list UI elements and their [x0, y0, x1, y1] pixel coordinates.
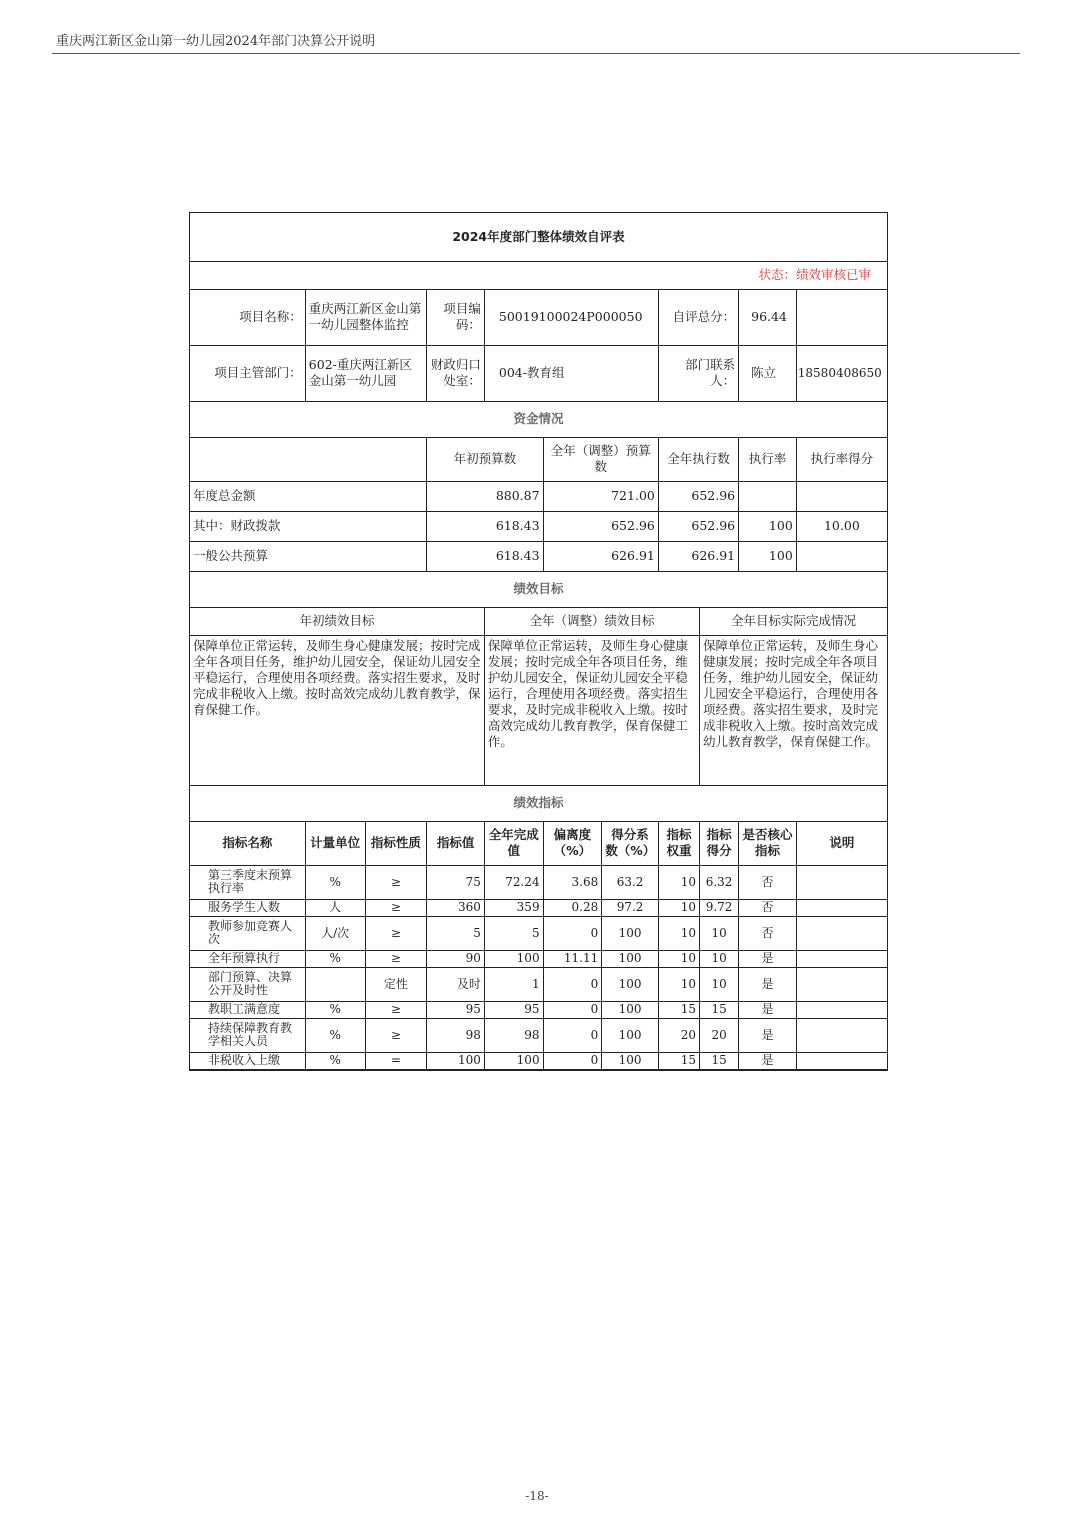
indicator-cell: 10: [658, 967, 699, 1001]
funds-row-label: 其中：财政拨款: [190, 511, 427, 541]
indicator-cell: 0: [543, 1018, 602, 1052]
indicator-cell: 75: [427, 865, 485, 899]
funds-cell: 100: [739, 541, 797, 571]
funds-cell: 100: [739, 511, 797, 541]
funds-cell: [796, 541, 887, 571]
indicator-cell: 100: [484, 950, 543, 967]
project-code-value: 50019100024P000050: [484, 289, 658, 345]
indicator-cell: [796, 1018, 887, 1052]
self-score-value: 96.44: [739, 289, 797, 345]
funds-row-label: 一般公共预算: [190, 541, 427, 571]
indicator-cell: 定性: [365, 967, 427, 1001]
indicator-cell: [796, 899, 887, 916]
audit-status: 状态：绩效审核已审: [190, 261, 887, 289]
table-row: [190, 1018, 887, 1052]
table-row: [190, 1052, 887, 1069]
self-score-label: 自评总分：: [658, 289, 738, 345]
indicator-cell: ≥: [365, 1001, 427, 1018]
finance-office-label: 财政归口处室：: [427, 345, 485, 401]
ind-header: 计量单位: [305, 821, 365, 865]
dept-value: 602-重庆两江新区金山第一幼儿园: [305, 345, 426, 401]
table-row: [190, 899, 887, 916]
indicator-cell: 359: [484, 899, 543, 916]
indicator-name: 持续保障教育教学相关人员: [190, 1018, 305, 1052]
indicator-cell: %: [305, 1001, 365, 1018]
ind-header: 指标得分: [700, 821, 739, 865]
funds-cell: [739, 481, 797, 511]
indicator-name: 非税收入上缴: [190, 1052, 305, 1069]
table-row: [190, 865, 887, 899]
indicator-cell: [796, 967, 887, 1001]
funds-header-rate-score: 执行率得分: [796, 437, 887, 481]
ind-header: 指标性质: [365, 821, 427, 865]
table-row: [190, 1001, 887, 1018]
indicator-cell: 63.2: [602, 865, 659, 899]
indicator-cell: 否: [739, 916, 797, 950]
indicator-cell: %: [305, 1018, 365, 1052]
ind-header: 偏离度（%）: [543, 821, 602, 865]
indicator-cell: ≥: [365, 1018, 427, 1052]
ind-header: 得分系数（%）: [602, 821, 659, 865]
funds-cell: [796, 481, 887, 511]
indicator-cell: ≥: [365, 899, 427, 916]
funds-cell: 10.00: [796, 511, 887, 541]
indicator-cell: 20: [658, 1018, 699, 1052]
indicator-cell: 15: [658, 1001, 699, 1018]
indicator-cell: 3.68: [543, 865, 602, 899]
indicator-cell: 100: [484, 1052, 543, 1069]
indicator-cell: 是: [739, 1001, 797, 1018]
indicator-cell: 15: [700, 1001, 739, 1018]
indicator-cell: 10: [658, 916, 699, 950]
project-name-label: 项目名称：: [190, 289, 305, 345]
indicator-cell: 0: [543, 967, 602, 1001]
indicator-cell: 是: [739, 1018, 797, 1052]
contact-value: 陈立: [739, 345, 797, 401]
project-name-value: 重庆两江新区金山第一幼儿园整体监控: [305, 289, 426, 345]
table-row: [190, 967, 887, 1001]
indicator-cell: 100: [602, 1018, 659, 1052]
indicator-cell: %: [305, 1052, 365, 1069]
indicator-name: 教师参加竞赛人次: [190, 916, 305, 950]
ind-header: 指标权重: [658, 821, 699, 865]
ind-header: 是否核心指标: [739, 821, 797, 865]
page-number: -18-: [525, 1489, 549, 1503]
indicator-cell: 及时: [427, 967, 485, 1001]
self-evaluation-form: [189, 212, 888, 1071]
form-title: 2024年度部门整体绩效自评表: [190, 213, 887, 261]
indicator-cell: 100: [427, 1052, 485, 1069]
indicator-cell: 95: [484, 1001, 543, 1018]
goals-header-actual: 全年目标实际完成情况: [700, 607, 887, 635]
indicator-cell: 100: [602, 950, 659, 967]
indicator-cell: 98: [484, 1018, 543, 1052]
project-code-label: 项目编码：: [427, 289, 485, 345]
header-rule: [52, 53, 1020, 54]
indicator-cell: 9.72: [700, 899, 739, 916]
indicator-cell: 0: [543, 916, 602, 950]
indicator-name: 教职工满意度: [190, 1001, 305, 1018]
indicators-section-title: 绩效指标: [190, 785, 887, 821]
indicator-cell: [796, 1001, 887, 1018]
indicator-name: 第三季度末预算执行率: [190, 865, 305, 899]
ind-header: 全年完成值: [484, 821, 543, 865]
indicator-cell: 10: [658, 950, 699, 967]
phone-value: 18580408650: [797, 366, 882, 380]
indicator-cell: =: [365, 1052, 427, 1069]
goals-header-initial: 年初绩效目标: [190, 607, 484, 635]
indicator-name: 部门预算、决算公开及时性: [190, 967, 305, 1001]
funds-cell: 721.00: [543, 481, 658, 511]
funds-cell: 618.43: [427, 541, 543, 571]
indicator-cell: 否: [739, 865, 797, 899]
indicator-cell: 人: [305, 899, 365, 916]
indicator-cell: 6.32: [700, 865, 739, 899]
indicator-cell: 1: [484, 967, 543, 1001]
indicator-cell: 0: [543, 1001, 602, 1018]
indicator-cell: 72.24: [484, 865, 543, 899]
table-row: [190, 950, 887, 967]
dept-label: 项目主管部门：: [190, 345, 305, 401]
indicator-cell: 10: [700, 967, 739, 1001]
indicator-name: 全年预算执行: [190, 950, 305, 967]
indicator-cell: %: [305, 865, 365, 899]
goals-header-adjusted: 全年（调整）绩效目标: [484, 607, 699, 635]
indicator-cell: ≥: [365, 865, 427, 899]
indicator-cell: 否: [739, 899, 797, 916]
indicator-cell: 20: [700, 1018, 739, 1052]
funds-header-initial-budget: 年初预算数: [427, 437, 543, 481]
indicator-cell: 是: [739, 1052, 797, 1069]
funds-header-adjusted-budget: 全年（调整）预算数: [543, 437, 658, 481]
ind-header: 说明: [796, 821, 887, 865]
goals-section-title: 绩效目标: [190, 571, 887, 607]
indicator-cell: 10: [700, 916, 739, 950]
finance-office-value: 004-教育组: [484, 345, 658, 401]
indicator-cell: [796, 865, 887, 899]
indicator-cell: [796, 916, 887, 950]
indicator-cell: 360: [427, 899, 485, 916]
indicator-cell: 是: [739, 950, 797, 967]
indicator-cell: 15: [658, 1052, 699, 1069]
indicator-cell: [796, 1052, 887, 1069]
indicator-cell: [796, 950, 887, 967]
page-header-text: 重庆两江新区金山第一幼儿园2024年部门决算公开说明: [56, 34, 376, 49]
indicator-cell: 15: [700, 1052, 739, 1069]
indicator-rows: [190, 865, 887, 1069]
indicator-cell: [305, 967, 365, 1001]
indicator-cell: 100: [602, 967, 659, 1001]
funds-cell: 618.43: [427, 511, 543, 541]
indicator-cell: 100: [602, 1052, 659, 1069]
indicator-cell: 97.2: [602, 899, 659, 916]
empty-cell: [796, 289, 887, 345]
indicator-cell: 0: [543, 1052, 602, 1069]
indicator-cell: 人/次: [305, 916, 365, 950]
indicator-cell: 100: [602, 916, 659, 950]
funds-header-exec-rate: 执行率: [739, 437, 797, 481]
indicator-cell: 10: [658, 865, 699, 899]
indicator-cell: 11.11: [543, 950, 602, 967]
indicator-cell: 10: [700, 950, 739, 967]
indicator-cell: %: [305, 950, 365, 967]
funds-cell: 652.96: [658, 481, 738, 511]
indicator-cell: ≥: [365, 916, 427, 950]
indicator-cell: 是: [739, 967, 797, 1001]
indicator-cell: 5: [427, 916, 485, 950]
indicator-cell: 5: [484, 916, 543, 950]
indicator-cell: 10: [658, 899, 699, 916]
ind-header: 指标名称: [190, 821, 305, 865]
goal-text-adjusted: 保障单位正常运转，及师生身心健康发展；按时完成全年各项目任务，维护幼儿园安全，保证幼儿园安全平稳运行，合理使用各项经费。落实招生要求，及时完成非税收入上缴。按时高效完成幼儿教育教学，保育保健工作。: [484, 635, 699, 785]
funds-cell: 652.96: [543, 511, 658, 541]
indicator-cell: ≥: [365, 950, 427, 967]
funds-header-blank: [190, 437, 427, 481]
table-row: [190, 916, 887, 950]
indicator-cell: 0.28: [543, 899, 602, 916]
funds-header-executed: 全年执行数: [658, 437, 738, 481]
goal-text-actual: 保障单位正常运转，及师生身心健康发展；按时完成全年各项目任务，维护幼儿园安全，保证幼儿园安全平稳运行，合理使用各项经费。落实招生要求，及时完成非税收入上缴。按时高效完成幼儿教育教学，保育保健工作。: [700, 635, 887, 785]
indicator-cell: 90: [427, 950, 485, 967]
goal-text-initial: 保障单位正常运转，及师生身心健康发展；按时完成全年各项目任务，维护幼儿园安全，保证幼儿园安全平稳运行，合理使用各项经费。落实招生要求，及时完成非税收入上缴。按时高效完成幼儿教育教学，保育保健工作。: [190, 635, 484, 785]
funds-section-title: 资金情况: [190, 401, 887, 437]
funds-cell: 880.87: [427, 481, 543, 511]
funds-row-label: 年度总金额: [190, 481, 427, 511]
indicator-name: 服务学生人数: [190, 899, 305, 916]
funds-cell: 652.96: [658, 511, 738, 541]
ind-header: 指标值: [427, 821, 485, 865]
indicator-cell: 95: [427, 1001, 485, 1018]
contact-label: 部门联系人：: [658, 345, 738, 401]
funds-cell: 626.91: [543, 541, 658, 571]
funds-cell: 626.91: [658, 541, 738, 571]
indicator-cell: 100: [602, 1001, 659, 1018]
phone-cell: [796, 345, 887, 401]
indicator-cell: 98: [427, 1018, 485, 1052]
